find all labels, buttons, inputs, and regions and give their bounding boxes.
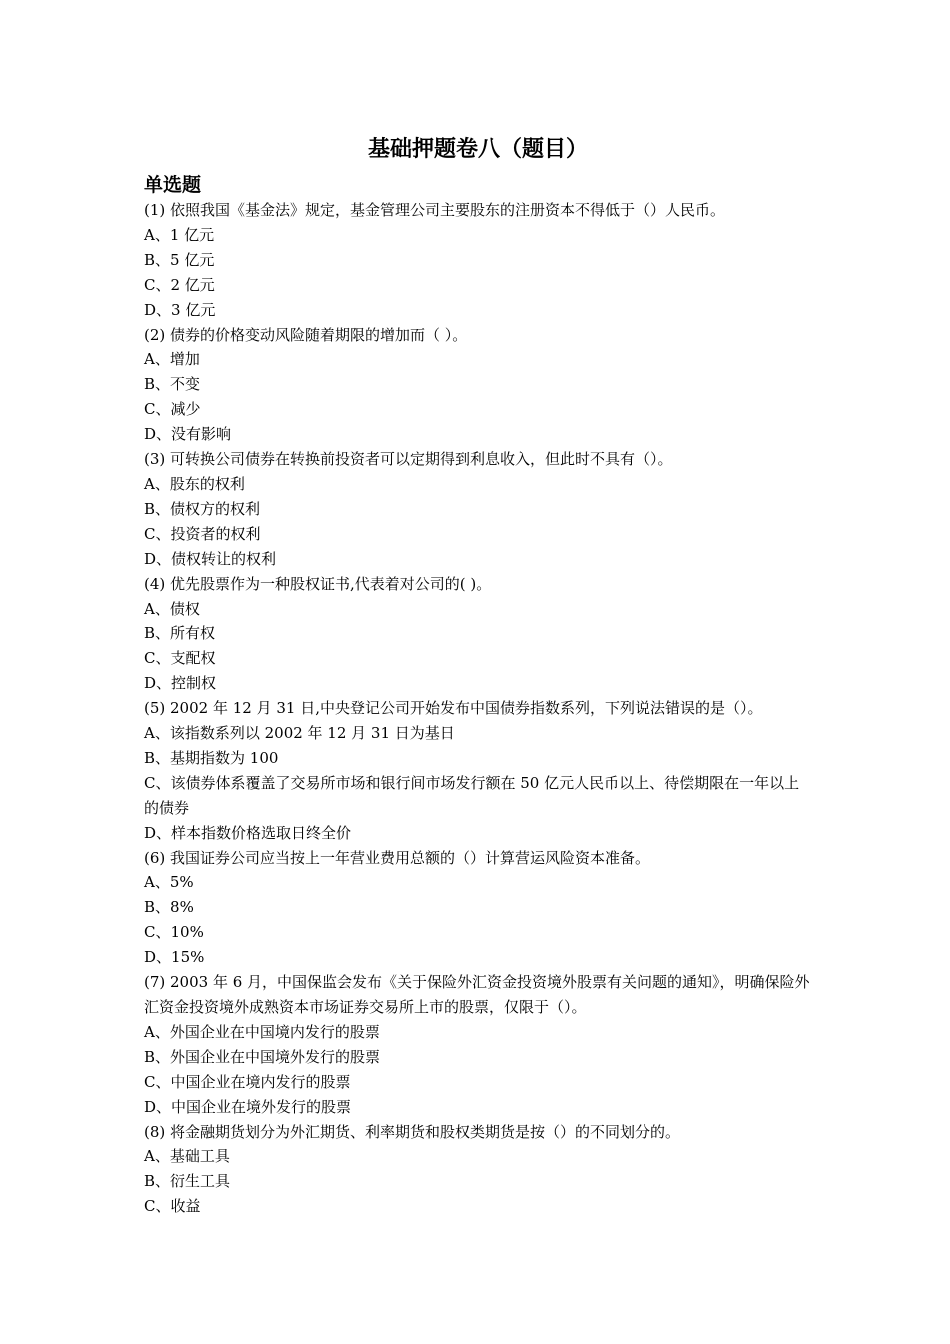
option-b: B、所有权	[144, 624, 216, 643]
question-stem: (1) 依照我国《基金法》规定，基金管理公司主要股东的注册资本不得低于（）人民币。	[144, 201, 726, 219]
question-5	[144, 696, 812, 845]
option-d: D、中国企业在境外发行的股票	[144, 1097, 352, 1116]
question-stem: (8) 将金融期货划分为外汇期货、利率期货和股权类期货是按（）的不同划分的。	[144, 1122, 681, 1141]
option-c: C、收益	[144, 1197, 201, 1216]
question-stem: (6) 我国证券公司应当按上一年营业费用总额的（）计算营运风险资本准备。	[144, 848, 651, 867]
question-8	[144, 1120, 812, 1220]
document-title: 基础押题卷八（题目）	[367, 137, 588, 162]
option-b: B、不变	[144, 375, 201, 394]
option-b: B、8%	[144, 898, 194, 917]
question-6	[144, 846, 812, 971]
option-d: D、样本指数价格选取日终全价	[144, 823, 352, 842]
question-2	[144, 323, 812, 448]
option-d: D、3 亿元	[144, 300, 216, 319]
option-b: B、衍生工具	[144, 1172, 231, 1191]
option-c: C、投资者的权利	[144, 524, 261, 543]
option-b: B、债权方的权利	[144, 499, 261, 518]
option-a: A、外国企业在中国境内发行的股票	[144, 1022, 380, 1041]
question-stem: (3) 可转换公司债券在转换前投资者可以定期得到利息收入，但此时不具有（）。	[144, 450, 673, 469]
option-a: A、基础工具	[144, 1147, 230, 1166]
document-page	[144, 130, 812, 1219]
option-a: A、股东的权利	[144, 474, 245, 493]
option-a: A、1 亿元	[144, 225, 215, 244]
section-heading: 单选题	[144, 174, 202, 196]
option-a: A、5%	[144, 873, 194, 892]
option-a: A、增加	[144, 350, 200, 369]
option-c: C、减少	[144, 400, 201, 419]
option-c: C、该债券体系覆盖了交易所市场和银行间市场发行额在 50 亿元人民币以上、待偿期限在一年以上的债券	[144, 773, 800, 817]
option-b: B、基期指数为 100	[144, 748, 279, 767]
question-stem: (4) 优先股票作为一种股权证书,代表着对公司的( )。	[144, 574, 492, 593]
option-c: C、10%	[144, 923, 204, 942]
question-1	[144, 198, 812, 323]
question-stem: (5) 2002 年 12 月 31 日,中央登记公司开始发布中国债券指数系列，下列说法错误的是（）。	[144, 699, 763, 718]
option-d: D、债权转让的权利	[144, 549, 277, 568]
option-b: B、5 亿元	[144, 250, 215, 269]
option-d: D、没有影响	[144, 425, 232, 444]
question-stem: (2) 债券的价格变动风险随着期限的增加而（ ）。	[144, 325, 468, 344]
option-c: C、2 亿元	[144, 275, 215, 294]
option-d: D、15%	[144, 948, 205, 967]
question-3	[144, 447, 812, 572]
option-c: C、支配权	[144, 649, 216, 668]
option-c: C、中国企业在境内发行的股票	[144, 1072, 351, 1091]
option-d: D、控制权	[144, 674, 217, 693]
question-stem: (7) 2003 年 6 月，中国保监会发布《关于保险外汇资金投资境外股票有关问题的通知》，明确保险外汇资金投资境外成熟资本市场证券交易所上市的股票，仅限于（）。	[144, 973, 810, 1016]
option-a: A、债权	[144, 599, 200, 618]
question-4	[144, 572, 812, 697]
option-a: A、该指数系列以 2002 年 12 月 31 日为基日	[144, 724, 455, 743]
option-b: B、外国企业在中国境外发行的股票	[144, 1047, 381, 1066]
question-7	[144, 970, 812, 1119]
